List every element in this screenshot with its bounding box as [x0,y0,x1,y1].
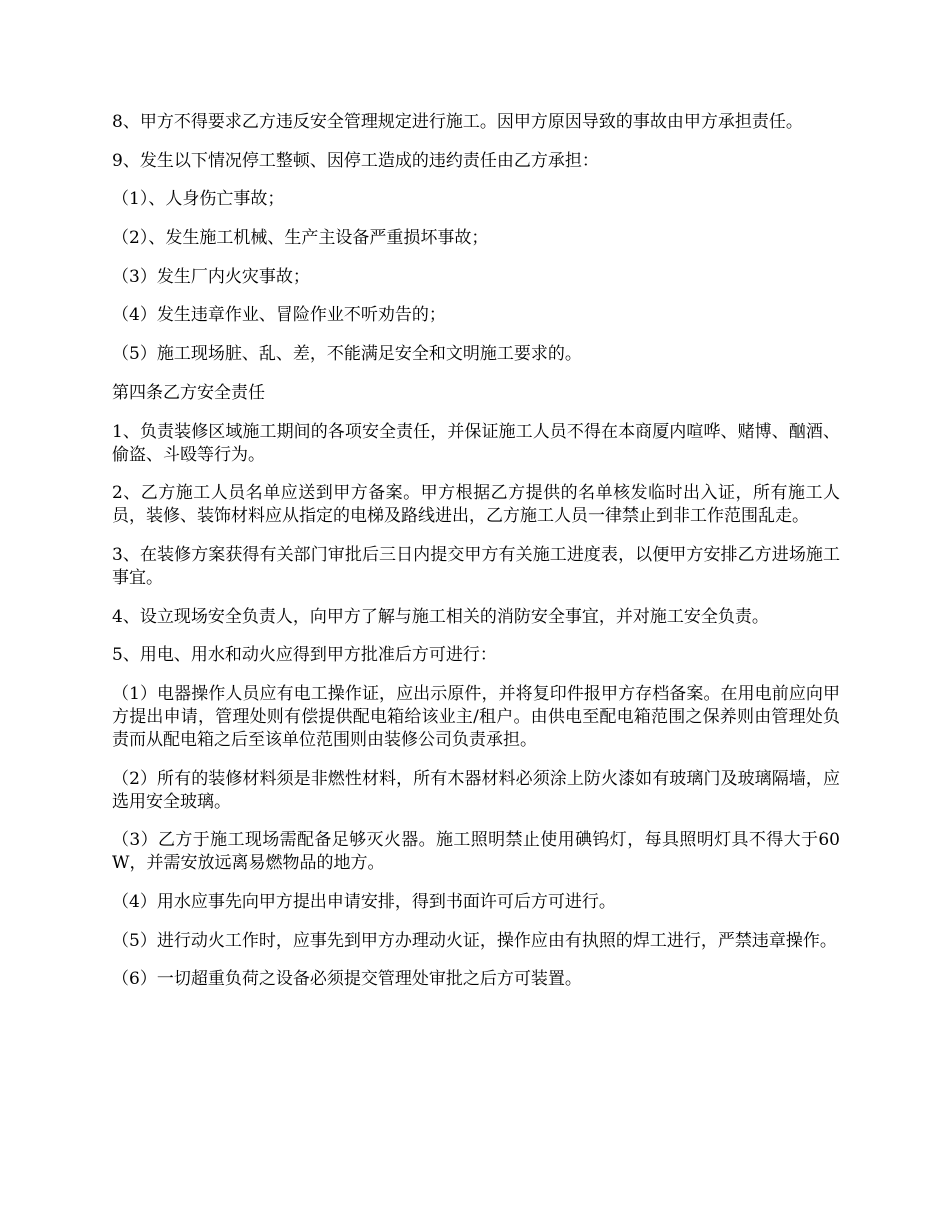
clause-9-item-3: （3）发生厂内火灾事故； [112,266,310,287]
clause-5-item-5: （5）进行动火工作时，应事先到甲方办理动火证，操作应由有执照的焊工进行，严禁违章操作。 [112,930,837,951]
clause-5-item-6: （6）一切超重负荷之设备必须提交管理处审批之后方可装置。 [112,969,582,990]
clause-9-item-2: （2）、发生施工机械、生产主设备严重损坏事故； [112,228,489,249]
document-body [112,111,840,1007]
clause-3: 3、在装修方案获得有关部门审批后三日内提交甲方有关施工进度表，以便甲方安排乙方进场施工事宜。 [112,544,840,588]
clause-4: 4、设立现场安全负责人，向甲方了解与施工相关的消防安全事宜，并对施工安全负责。 [112,606,769,627]
clause-5-item-1: （1）电器操作人员应有电工操作证，应出示原件，并将复印件报甲方存档备案。在用电前应向甲方提出申请，管理处则有偿提供配电箱给该业主/租户。由供电至配电箱范围之保养则由管理处负责而从配电箱之后至该单位范围则由装修公司负责承担。 [112,683,840,750]
clause-9-item-4: （4）发生违章作业、冒险作业不听劝告的； [112,305,446,326]
clause-9-item-1: （1）、人身伤亡事故； [112,189,285,210]
clause-5-item-2: （2）所有的装修材料须是非燃性材料，所有木器材料必须涂上防火漆如有玻璃门及玻璃隔墙，应选用安全玻璃。 [112,768,840,812]
clause-8: 8、甲方不得要求乙方违反安全管理规定进行施工。因甲方原因导致的事故由甲方承担责任。 [112,112,803,132]
section-heading: 第四条乙方安全责任 [112,382,265,403]
clause-9-item-5: （5）施工现场脏、乱、差，不能满足安全和文明施工要求的。 [112,344,582,365]
clause-1: 1、负责装修区域施工期间的各项安全责任，并保证施工人员不得在本商厦内喧哗、赌博、酗酒、偷盗、斗殴等行为。 [112,421,840,465]
clause-5-item-4: （4）用水应事先向甲方提出申请安排，得到书面许可后方可进行。 [112,892,616,912]
clause-2: 2、乙方施工人员名单应送到甲方备案。甲方根据乙方提供的名单核发临时出入证，所有施工人员，装修、装饰材料应从指定的电梯及路线进出，乙方施工人员一律禁止到非工作范围乱走。 [112,483,840,527]
clause-9: 9、发生以下情况停工整顿、因停工造成的违约责任由乙方承担： [112,150,599,171]
clause-5: 5、用电、用水和动火应得到甲方批准后方可进行： [112,645,497,666]
clause-5-item-3: （3）乙方于施工现场需配备足够灭火器。施工照明禁止使用碘钨灯，每具照明灯具不得大于60W，并需安放远离易燃物品的地方。 [112,830,840,874]
